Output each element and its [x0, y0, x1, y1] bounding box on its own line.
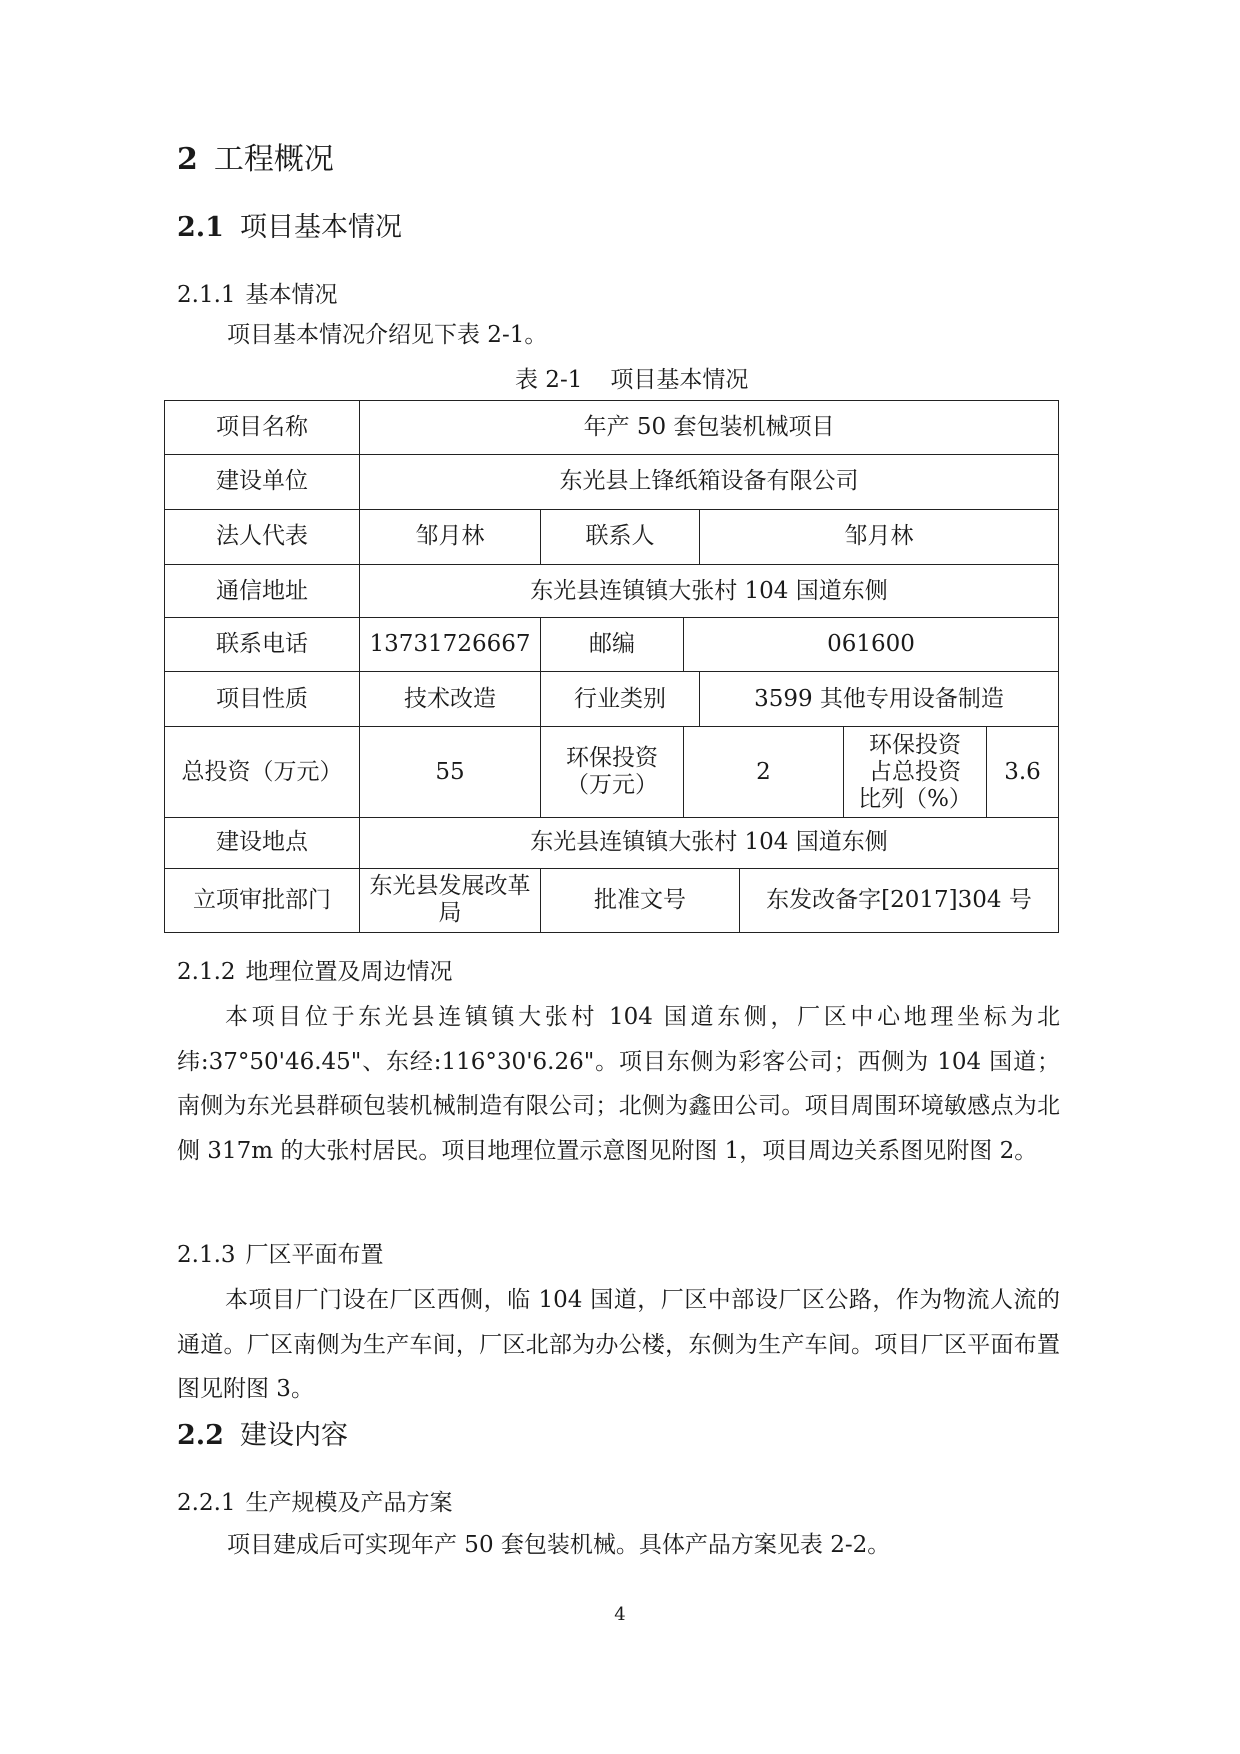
section-number: 2.2 [177, 1420, 224, 1451]
address-label: 通信地址 [165, 564, 360, 617]
chapter-number: 2 [177, 142, 198, 177]
chapter-heading [177, 140, 334, 180]
approval-no-value: 东发改备字[2017]304 号 [740, 868, 1059, 932]
industry-label: 行业类别 [541, 672, 700, 726]
section-number: 2.1.2 [177, 959, 236, 985]
total-invest-value: 55 [360, 726, 541, 818]
table-caption-label: 表 2-1 [515, 367, 583, 393]
phone-value: 13731726667 [360, 618, 541, 672]
section-number: 2.2.1 [177, 1490, 236, 1516]
table-row [165, 818, 1059, 868]
total-invest-label: 总投资（万元） [165, 726, 360, 818]
section-number: 2.1 [177, 212, 224, 243]
section-title: 项目基本情况 [239, 212, 402, 243]
table-caption [515, 365, 748, 395]
section-2-1-1-heading [177, 280, 338, 310]
section-number: 2.1.1 [177, 282, 236, 308]
section-2-1-2-heading [177, 957, 453, 987]
env-invest-value: 2 [684, 726, 844, 818]
section-number: 2.1.3 [177, 1242, 236, 1268]
layout-paragraph: 本项目厂门设在厂区西侧，临 104 国道，厂区中部设厂区公路，作为物流人流的通道。厂区南侧为生产车间，厂区北部为办公楼，东侧为生产车间。项目厂区平面布置图见附图 3。 [177, 1287, 1060, 1402]
production-paragraph: 项目建成后可实现年产 50 套包装机械。具体产品方案见表 2-2。 [227, 1532, 891, 1558]
env-ratio-value: 3.6 [987, 726, 1059, 818]
table-row [165, 672, 1059, 726]
postcode-label: 邮编 [541, 618, 684, 672]
legal-rep-value: 邹月林 [360, 509, 541, 564]
builder-label: 建设单位 [165, 455, 360, 509]
section-2-1-heading [177, 210, 402, 246]
env-invest-label: 环保投资 （万元） [541, 726, 684, 818]
table-row [165, 868, 1059, 932]
table-row [165, 726, 1059, 818]
table-row [165, 455, 1059, 509]
project-info-table [164, 400, 1059, 933]
table-intro-text: 项目基本情况介绍见下表 2-1。 [227, 322, 548, 348]
address-value: 东光县连镇镇大张村 104 国道东侧 [360, 564, 1059, 617]
table-row [165, 564, 1059, 617]
builder-value: 东光县上锋纸箱设备有限公司 [360, 455, 1059, 509]
project-name-value: 年产 50 套包装机械项目 [360, 401, 1059, 455]
nature-value: 技术改造 [360, 672, 541, 726]
contact-label: 联系人 [541, 509, 700, 564]
approval-no-label: 批准文号 [541, 868, 740, 932]
section-title: 厂区平面布置 [245, 1242, 384, 1268]
page-number: 4 [614, 1604, 626, 1625]
nature-label: 项目性质 [165, 672, 360, 726]
env-ratio-label: 环保投资 占总投资 比列（%） [844, 726, 987, 818]
chapter-title: 工程概况 [213, 142, 334, 177]
section-2-2-heading [177, 1418, 348, 1454]
approval-dept-value: 东光县发展改革局 [360, 868, 541, 932]
table-row [165, 509, 1059, 564]
industry-value: 3599 其他专用设备制造 [700, 672, 1059, 726]
section-title: 建设内容 [239, 1420, 348, 1451]
site-value: 东光县连镇镇大张村 104 国道东侧 [360, 818, 1059, 868]
section-2-2-1-heading [177, 1488, 453, 1518]
table-row [165, 401, 1059, 455]
section-title: 基本情况 [245, 282, 338, 308]
postcode-value: 061600 [684, 618, 1059, 672]
table-caption-title: 项目基本情况 [610, 367, 749, 393]
project-name-label: 项目名称 [165, 401, 360, 455]
table-row [165, 618, 1059, 672]
section-title: 生产规模及产品方案 [245, 1490, 453, 1516]
contact-value: 邹月林 [700, 509, 1059, 564]
location-paragraph: 本项目位于东光县连镇镇大张村 104 国道东侧，厂区中心地理坐标为北纬:37°50'46.45"、东经:116°30'6.26"。项目东侧为彩客公司；西侧为 104 国道；南侧为东光县群硕包装机械制造有限公司；北侧为鑫田公司。项目周围环境敏感点为北侧 317m 的大张村居民。项目地理位置示意图见附图 1，项目周边关系图见附图 2。 [177, 1004, 1060, 1164]
legal-rep-label: 法人代表 [165, 509, 360, 564]
approval-dept-label: 立项审批部门 [165, 868, 360, 932]
site-label: 建设地点 [165, 818, 360, 868]
phone-label: 联系电话 [165, 618, 360, 672]
section-title: 地理位置及周边情况 [245, 959, 453, 985]
section-2-1-3-heading [177, 1240, 384, 1270]
